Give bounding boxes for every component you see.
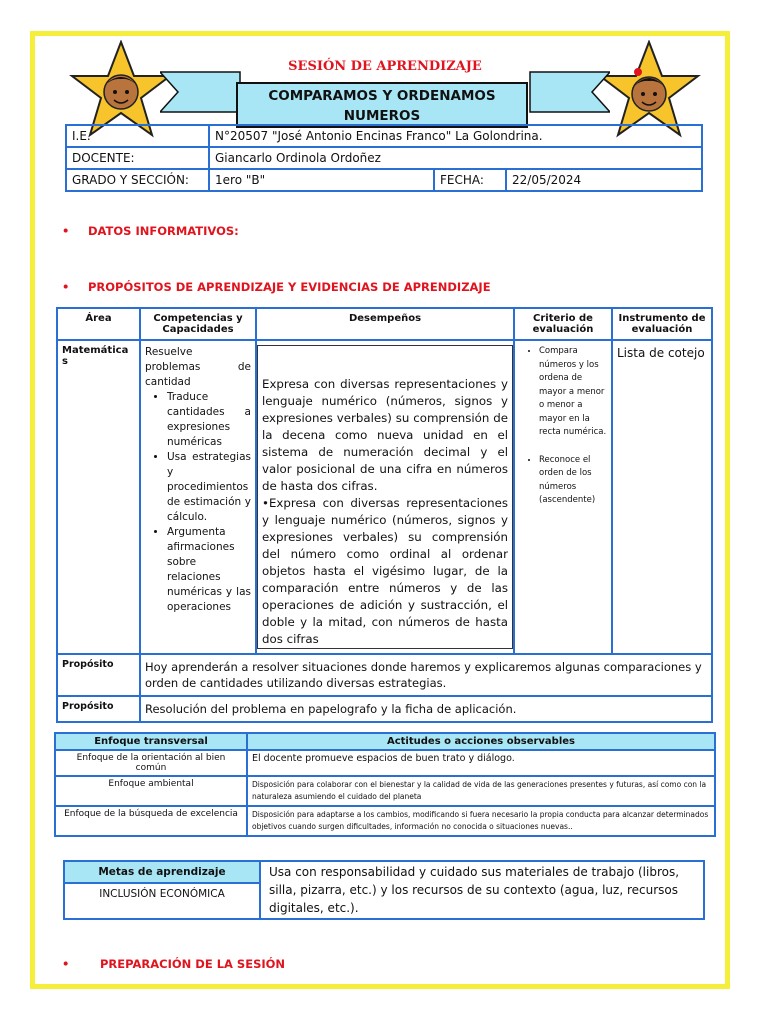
header-desempenos: Desempeños xyxy=(256,308,514,340)
banner-title: COMPARAMOS Y ORDENAMOS NUMEROS xyxy=(236,82,528,128)
header-criterio: Criterio de evaluación xyxy=(514,308,612,340)
desempeno-2: •Expresa con diversas representaciones y lenguaje numérico (números, signos y expresiones verbales) su comprensión del número como ordinal al ordenar objetos hasta el vigésimo lugar, de la comparación entre números y de las operaciones de adición y sustracción, el doble y la mitad, con números de hasta dos cifras xyxy=(262,496,508,646)
section-propositos xyxy=(62,280,491,294)
section-preparacion-label: PREPARACIÓN DE LA SESIÓN xyxy=(100,957,286,971)
header-area: Área xyxy=(57,308,140,340)
competencias-cell xyxy=(140,340,256,654)
session-title: SESIÓN DE APRENDIZAJE xyxy=(288,59,482,74)
ie-value: N°20507 "José Antonio Encinas Franco" La Golondrina. xyxy=(209,125,702,147)
instrumento-value: Lista de cotejo xyxy=(612,340,712,654)
purposes-table xyxy=(56,307,713,723)
grado-label: GRADO Y SECCIÓN: xyxy=(66,169,209,191)
actitud-cell: El docente promueve espacios de buen trato y diálogo. xyxy=(247,750,715,776)
proposito-text-1: Hoy aprenderán a resolver situaciones donde haremos y explicaremos algunas comparaciones y orden de cantidades utilizando diversas estrategias. xyxy=(140,654,712,696)
desempenos-cell xyxy=(256,340,514,654)
table-row xyxy=(55,750,715,776)
metas-table xyxy=(63,860,705,920)
grado-value: 1ero "B" xyxy=(209,169,434,191)
enfoques-table xyxy=(54,732,716,837)
desempeno-1: Expresa con diversas representaciones y lenguaje numérico (números, signos y expresiones verbales) su comprensión de la decena como nueva unidad en el sistema de numeración decimal y el valor posicional de una cifra en números de hasta dos cifras. xyxy=(262,377,508,493)
table-row xyxy=(55,776,715,806)
ie-label: I.E. xyxy=(66,125,209,147)
enfoque-cell: Enfoque de la búsqueda de excelencia xyxy=(55,806,247,836)
area-value: Matemática s xyxy=(57,340,140,654)
actitud-cell: Disposición para adaptarse a los cambios, modificando si fuera necesario la propia conducta para alcanzar determinados objetivos cuando surgen dificultades, información no conocida o situaciones nuevas.. xyxy=(247,806,715,836)
section-preparacion xyxy=(62,957,285,971)
header-actitudes: Actitudes o acciones observables xyxy=(247,733,715,750)
fecha-label: FECHA: xyxy=(434,169,506,191)
competencia-title: Resuelve problemas de cantidad xyxy=(145,346,251,388)
section-propositos-label: PROPÓSITOS DE APRENDIZAJE Y EVIDENCIAS DE APRENDIZAJE xyxy=(88,280,491,294)
header-competencias: Competencias y Capacidades xyxy=(140,308,256,340)
metas-left-cell xyxy=(64,861,260,919)
bullet-dot: • xyxy=(62,280,70,294)
list-item: • Traduce cantidades a expresiones numéricas xyxy=(167,390,251,450)
actitud-cell: Disposición para colaborar con el bienestar y la calidad de vida de las generaciones presentes y futuras, así como con la naturaleza asumiendo el cuidado del planeta xyxy=(247,776,715,806)
list-item: • Reconoce el orden de los números (ascendente) xyxy=(539,454,607,508)
metas-text: Usa con responsabilidad y cuidado sus materiales de trabajo (libros, silla, pizarra, etc.) y los recursos de su contexto (agua, luz, recursos digitales, etc.). xyxy=(260,861,704,919)
enfoque-cell: Enfoque ambiental xyxy=(55,776,247,806)
desempenos-box xyxy=(257,345,513,649)
info-table xyxy=(65,124,703,192)
list-item: • Usa estrategias y procedimientos de estimación y cálculo. xyxy=(167,450,251,525)
table-row xyxy=(55,806,715,836)
proposito-text-2: Resolución del problema en papelografo y la ficha de aplicación. xyxy=(140,696,712,722)
proposito-label-2: Propósito xyxy=(57,696,140,722)
bullet-dot: • xyxy=(62,224,70,238)
criterio-cell xyxy=(514,340,612,654)
fecha-value: 22/05/2024 xyxy=(506,169,702,191)
capacidades-list xyxy=(145,390,251,615)
metas-header: Metas de aprendizaje xyxy=(65,862,259,884)
section-datos xyxy=(62,224,239,238)
list-item: • Compara números y los ordena de mayor a menor o menor a mayor en la recta numérica. xyxy=(539,345,607,440)
section-datos-label: DATOS INFORMATIVOS: xyxy=(88,224,239,238)
docente-label: DOCENTE: xyxy=(66,147,209,169)
enfoque-cell: Enfoque de la orientación al bien común xyxy=(55,750,247,776)
header-enfoque: Enfoque transversal xyxy=(55,733,247,750)
metas-value: INCLUSIÓN ECONÓMICA xyxy=(99,888,225,900)
docente-value: Giancarlo Ordinola Ordoñez xyxy=(209,147,702,169)
header-instrumento: Instrumento de evaluación xyxy=(612,308,712,340)
bullet-dot: • xyxy=(62,957,70,971)
criterios-list xyxy=(519,345,607,508)
proposito-label-1: Propósito xyxy=(57,654,140,696)
list-item: • Argumenta afirmaciones sobre relaciones numéricas y las operaciones xyxy=(167,525,251,615)
